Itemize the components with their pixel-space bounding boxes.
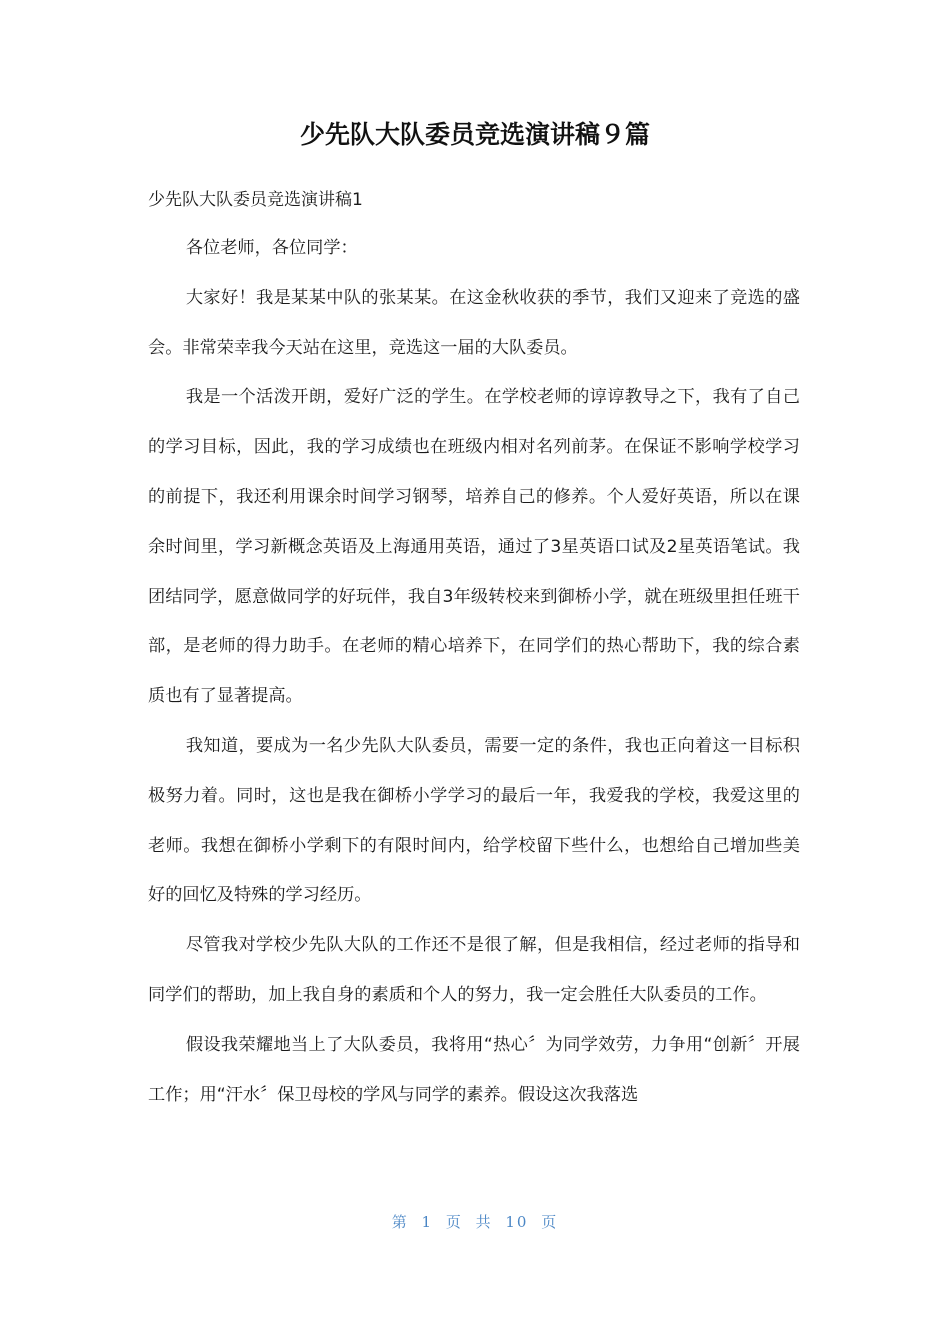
section-heading: 少先队大队委员竞选演讲稿1 (148, 190, 363, 210)
document-body (148, 224, 800, 1120)
page-number-footer: 第 1 页 共 10 页 (391, 1213, 559, 1231)
document-title: 少先队大队委员竞选演讲稿９篇 (299, 120, 650, 149)
paragraph-promise: 假设我荣耀地当上了大队委员，我将用“热心〞为同学效劳，力争用“创新〞开展工作；用“汗水〞保卫母校的学风与同学的素养。假设这次我落选 (148, 1034, 800, 1105)
paragraph-confidence: 尽管我对学校少先队大队的工作还不是很了解，但是我相信，经过老师的指导和同学们的帮助，加上我自身的素质和个人的努力，我一定会胜任大队委员的工作。 (148, 935, 800, 1005)
paragraph-introduction: 大家好！我是某某中队的张某某。在这金秋收获的季节，我们又迎来了竞选的盛会。非常荣幸我今天站在这里，竞选这一届的大队委员。 (148, 287, 800, 358)
paragraph-motivation: 我知道，要成为一名少先队大队委员，需要一定的条件，我也正向着这一目标积极努力着。同时，这也是我在御桥小学学习的最后一年，我爱我的学校，我爱这里的老师。我想在御桥小学剩下的有限时间内，给学校留下些什么，也想给自己增加些美好的回忆及特殊的学习经历。 (148, 735, 800, 906)
paragraph-self-description: 我是一个活泼开朗，爱好广泛的学生。在学校老师的谆谆教导之下，我有了自己的学习目标，因此，我的学习成绩也在班级内相对名列前茅。在保证不影响学校学习的前提下，我还利用课余时间学习钢琴，培养自己的修养。个人爱好英语，所以在课余时间里，学习新概念英语及上海通用英语，通过了3星英语口试及2星英语笔试。我团结同学，愿意做同学的好玩伴，我自3年级转校来到御桥小学，就在班级里担任班干部，是老师的得力助手。在老师的精心培养下，在同学们的热心帮助下，我的综合素质也有了显著提高。 (148, 387, 800, 707)
paragraph-greeting: 各位老师，各位同学： (185, 238, 358, 258)
